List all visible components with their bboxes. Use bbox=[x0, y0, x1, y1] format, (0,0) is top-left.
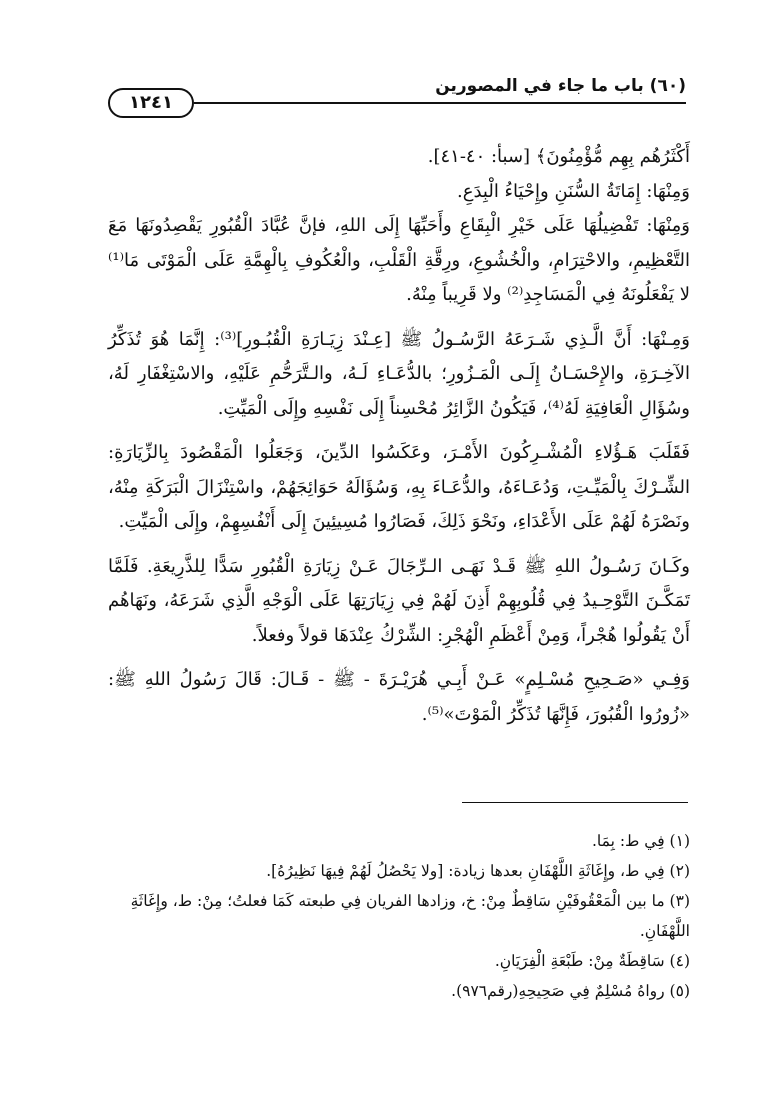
header-rule bbox=[194, 102, 686, 104]
footnote-1: (١) فِي ط: بِمَا. bbox=[591, 832, 690, 850]
paragraph-sunan: وَمِنْهَا: إِمَاتَةُ السُّنَنِ وإِحْيَاءُ الْبِدَعِ. bbox=[457, 180, 690, 202]
paragraph-quran-ending: أَكْثَرُهُم بِهِم مُّؤْمِنُونَ﴾ [سبأ: ٤٠-٤١]. bbox=[427, 146, 690, 167]
paragraph-ziyara: وَمِـنْهَا: أَنَّ الَّـذِي شَـرَعَهُ الرَّسُـولُ ﷺ [عِـنْدَ زِيَـارَةِ الْقُبُـورِ]⁽³⁾: إِنَّمَا هُوَ تُذَكِّرُ الآخِـرَةِ، والإِحْسَـانُ إِلَـى الْمَـزُورِ؛ بالدُّعَـاءِ لَـهُ، والـتَّرَحُّمِ عَلَيْهِ، والاسْتِغْفَارِ لَهُ، وسُؤَالِ الْعَافِيَةِ لَهُ⁽⁴⁾، فَيَكُونُ الزَّائِرُ مُحْسِناً إِلَى نَفْسِهِ وإِلَى الْمَيِّتِ. bbox=[108, 328, 690, 419]
paragraph-hadith: وَفِـي «صَـحِيحِ مُسْـلِمٍ» عَـنْ أَبِـي هُرَيْـرَةَ - ﷺ - قَـالَ: قَالَ رَسُولُ اللهِ ﷺ: «زُورُوا الْقُبُورَ، فَإِنَّهَا تُذَكِّرُ الْمَوْتَ»⁽⁵⁾. bbox=[108, 669, 690, 725]
page-header bbox=[108, 66, 686, 113]
footnotes bbox=[100, 826, 690, 1006]
paragraph-qalb: فَقَلَبَ هَـؤُلاءِ الْمُشْـرِكُونَ الأَمْـرَ، وعَكَسُوا الدِّينَ، وَجَعَلُوا الْمَقْصُودَ بِالزِّيَارَةِ: الشِّـرْكَ بِالْمَيِّـتِ، وَدُعَـاءَهُ، والدُّعَـاءَ بِهِ، وَسُؤَالَهُ حَوَائِجَهُمْ، واسْتِنْزَالَ الْبَرَكَةِ مِنْهُ، ونَصْرَهُ لَهُمْ عَلَى الأَعْدَاءِ، ونَحْوَ ذَلِكَ، فَصَارُوا مُسِيئِينَ إِلَى أَنْفُسِهِمْ، وإِلَى الْمَيِّتِ. bbox=[108, 442, 690, 532]
footnote-4: (٤) سَاقِطَةٌ مِنْ: طَبْعَةِ الْفِرَيَانِ. bbox=[494, 952, 690, 970]
section-title: (٦٠) باب ما جاء في المصورين bbox=[435, 76, 686, 96]
footnote-3: (٣) ما بين الْمَعْقُوفَيْنِ سَاقِطٌ مِنْ: خ، وزادها الفريان فِي طبعته كَمَا فعلتُ؛ مِنْ: ط، وإِغَاثَةِ اللَّهْفَانِ. bbox=[130, 892, 690, 940]
paragraph-nahy: وكَـانَ رَسُـولُ اللهِ ﷺ قَـدْ نَهَـى الـرِّجَالَ عَـنْ زِيَارَةِ الْقُبُورِ سَدًّا لِلذَّرِيعَةِ. فَلَمَّا تَمَكَّـنَ التَّوْحِـيدُ فِي قُلُوبِهِمْ أَذِنَ لَهُمْ فِي زِيَارَتِهَا عَلَى الْوَجْهِ الَّذِي شَرَعَهُ، ونَهَاهُم أَنْ يَقُولُوا هُجْراً، وَمِنْ أَعْظَمِ الْهُجْرِ: الشِّرْكُ عِنْدَهَا قولاً وفعلاً. bbox=[108, 555, 690, 646]
footnote-separator bbox=[462, 802, 688, 803]
main-text bbox=[108, 140, 690, 732]
paragraph-tafdil: وَمِنْهَا: تَفْضِيلُهَا عَلَى خَيْرِ الْبِقَاعِ وأَحَبِّهَا إِلَى اللهِ، فإنَّ عُبَّادَ الْقُبُورِ يَقْصِدُونَهَا مَعَ التَّعْظِيمِ، والاحْتِرَامِ، والْخُشُوعِ، ورِقَّةِ الْقَلْبِ، والْعُكُوفِ بِالْهِمَّةِ عَلَى الْمَوْتَى مَا⁽¹⁾ لا يَفْعَلُونَهُ فِي الْمَسَاجِدِ⁽²⁾ ولا قَرِيباً مِنْهُ. bbox=[108, 215, 690, 305]
page-number-badge: ١٢٤١ bbox=[108, 88, 194, 118]
footnote-5: (٥) رواهُ مُسْلِمٌ فِي صَحِيحِهِ(رقم٩٧٦). bbox=[451, 982, 690, 1000]
footnote-2: (٢) فِي ط، وإِغَاثَةِ اللَّهْفَانِ بعدها زيادة: [ولا يَحْصُلُ لَهُمْ فِيهَا نَظِيرُهُ]. bbox=[266, 862, 690, 880]
